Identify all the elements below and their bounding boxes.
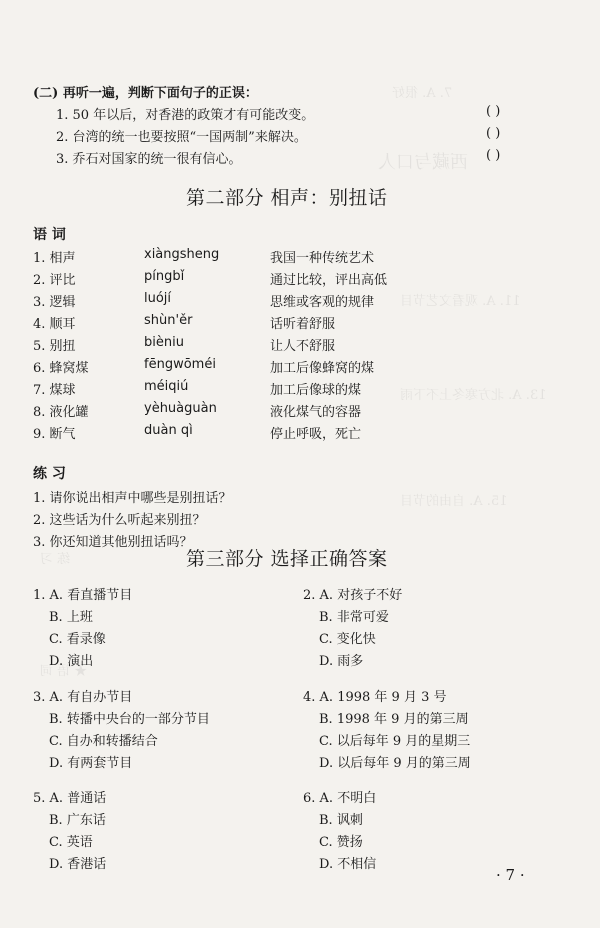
vocab-word: 8. 液化罐 <box>33 405 89 420</box>
vocab-heading: 语 词 <box>33 227 66 243</box>
vocab-pinyin: bièniu <box>144 335 184 350</box>
vocab-pinyin: duàn qì <box>144 423 193 438</box>
statement-item: 1. 50 年以后，对香港的政策才有可能改变。 <box>56 108 315 123</box>
part-two-title: 第二部分 相声：别扭话 <box>186 187 388 209</box>
vocab-word: 5. 别扭 <box>33 339 76 354</box>
answer-bracket[interactable]: ( ) <box>486 126 501 141</box>
question-2-option-c[interactable]: C. 变化快 <box>319 632 376 647</box>
question-3-option-a[interactable]: 3. A. 有自办节目 <box>33 690 133 705</box>
answer-bracket[interactable]: ( ) <box>486 148 501 163</box>
vocab-word: 7. 煤球 <box>33 383 76 398</box>
statement-item: 2. 台湾的统一也要按照“一国两制”来解决。 <box>56 130 307 145</box>
vocab-definition: 通过比较，评出高低 <box>270 273 388 288</box>
vocab-pinyin: xiàngsheng <box>144 247 220 262</box>
vocab-pinyin: luójí <box>144 291 172 306</box>
statement-item: 3. 乔石对国家的统一很有信心。 <box>56 152 242 167</box>
question-4-option-d[interactable]: D. 以后每年 9 月的第三周 <box>319 756 471 771</box>
vocab-pinyin: yèhuàguàn <box>144 401 217 416</box>
vocab-word: 3. 逻辑 <box>33 295 76 310</box>
vocab-definition: 液化煤气的容器 <box>270 405 362 420</box>
vocab-definition: 让人不舒服 <box>270 339 336 354</box>
textbook-page: 7. A. 很好 西藏与口人 11. A. 观看文艺节目 13. A. 北方寒冬上不下雨 15. A. 自由的节目 练 习 ★ 语 词 (二) 再听一遍，判断下面句子的正误： 1. 50 年以后，对香港的政策才有可能改变。 ( ) 2. 台湾的统一也要按照“一国两制”来解决。 ( ) 3. 乔石对国家的统一很有信心。 ( ) 第二部分 相声：别扭话 语 词 1. 相声 xiàngsheng 我国一种传统艺术 2. 评比 píngbǐ 通过比较，评出高低 3. 逻辑 luójí 思维或客观的规律 4. 顺耳 shùn'ěr 话听着舒服 5. 别扭 bièniu 让人不舒服 6. 蜂窝煤 fēngwōméi 加工后像蜂窝的煤 7. 煤球 méiqiú 加工后像球的煤 8. 液化罐 yèhuàguàn 液化煤气的容器 9. 断气 duàn qì 停止呼吸，死亡 练 习 1. 请你说出相声中哪些是别扭话？ 2. 这些话为什么听起来别扭？ 3. 你还知道其他别扭话吗？ 第三部分 选择正确答案 1. A. 看直播节目 B. 上班 C. 看录像 D. 演出 2. A. 对孩子不好 B. 非常可爱 C. 变化快 D. 雨多 3. A. 有自办节目 B. 转播中央台的一部分节目 C. 自办和转播结合 D. 有两套节目 4. A. 1998 年 9 月 3 号 B. 1998 年 9 月的第三周 C. 以后每年 9 月的星期三 D. 以后每年 9 月的第三周 5. A. 普通话 B. 广东话 C. 英语 D. 香港话 6. A. 不明白 B. 讽刺 C. 赞扬 D. 不相信 · 7 · <box>0 0 600 928</box>
exercise-item: 1. 请你说出相声中哪些是别扭话？ <box>33 491 232 506</box>
question-5-option-a[interactable]: 5. A. 普通话 <box>33 791 107 806</box>
listen-again-heading: (二) 再听一遍，判断下面句子的正误： <box>33 86 258 101</box>
question-1-option-a[interactable]: 1. A. 看直播节目 <box>33 588 133 603</box>
vocab-word: 2. 评比 <box>33 273 76 288</box>
question-2-option-d[interactable]: D. 雨多 <box>319 654 364 669</box>
question-4-option-c[interactable]: C. 以后每年 9 月的星期三 <box>319 734 471 749</box>
question-6-option-a[interactable]: 6. A. 不明白 <box>303 791 377 806</box>
vocab-pinyin: fēngwōméi <box>144 357 216 372</box>
vocab-pinyin: méiqiú <box>144 379 189 394</box>
vocab-definition: 思维或客观的规律 <box>270 295 375 310</box>
part-three-title: 第三部分 选择正确答案 <box>186 548 388 570</box>
vocab-word: 4. 顺耳 <box>33 317 76 332</box>
vocab-word: 1. 相声 <box>33 251 76 266</box>
exercise-item: 3. 你还知道其他别扭话吗？ <box>33 535 193 550</box>
question-3-option-c[interactable]: C. 自办和转播结合 <box>49 734 158 749</box>
question-6-option-c[interactable]: C. 赞扬 <box>319 835 363 850</box>
vocab-definition: 加工后像蜂窝的煤 <box>270 361 375 376</box>
vocab-pinyin: píngbǐ <box>144 269 185 284</box>
vocab-definition: 我国一种传统艺术 <box>270 251 375 266</box>
page-number: · 7 · <box>496 866 525 884</box>
question-1-option-b[interactable]: B. 上班 <box>49 610 93 625</box>
question-3-option-d[interactable]: D. 有两套节目 <box>49 756 133 771</box>
vocab-word: 6. 蜂窝煤 <box>33 361 89 376</box>
question-3-option-b[interactable]: B. 转播中央台的一部分节目 <box>49 712 210 727</box>
vocab-definition: 话听着舒服 <box>270 317 336 332</box>
vocab-definition: 加工后像球的煤 <box>270 383 362 398</box>
question-6-option-b[interactable]: B. 讽刺 <box>319 813 363 828</box>
question-6-option-d[interactable]: D. 不相信 <box>319 857 377 872</box>
vocab-pinyin: shùn'ěr <box>144 313 193 328</box>
question-5-option-c[interactable]: C. 英语 <box>49 835 93 850</box>
question-1-option-c[interactable]: C. 看录像 <box>49 632 106 647</box>
answer-bracket[interactable]: ( ) <box>486 104 501 119</box>
question-4-option-b[interactable]: B. 1998 年 9 月的第三周 <box>319 712 469 727</box>
exercise-item: 2. 这些话为什么听起来别扭？ <box>33 513 206 528</box>
question-5-option-d[interactable]: D. 香港话 <box>49 857 107 872</box>
question-5-option-b[interactable]: B. 广东话 <box>49 813 106 828</box>
vocab-definition: 停止呼吸，死亡 <box>270 427 362 442</box>
vocab-word: 9. 断气 <box>33 427 76 442</box>
exercise-heading: 练 习 <box>33 466 66 482</box>
question-4-option-a[interactable]: 4. A. 1998 年 9 月 3 号 <box>303 690 447 705</box>
question-2-option-b[interactable]: B. 非常可爱 <box>319 610 389 625</box>
question-1-option-d[interactable]: D. 演出 <box>49 654 94 669</box>
question-2-option-a[interactable]: 2. A. 对孩子不好 <box>303 588 403 603</box>
